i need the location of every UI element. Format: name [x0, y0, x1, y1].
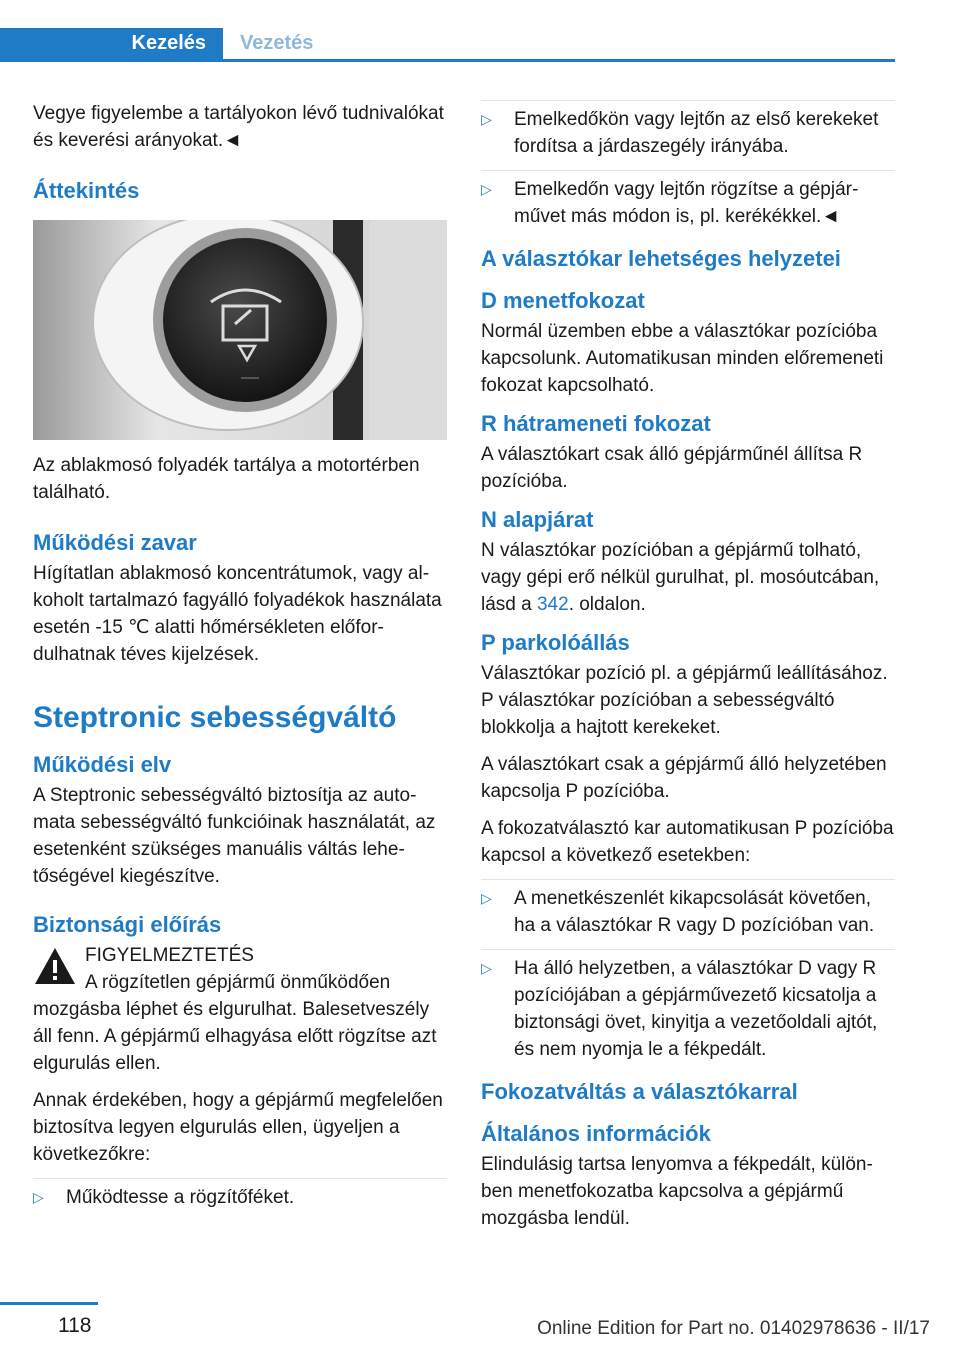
n-text: N választókar pozícióban a gépjármű tolható, vagy gépi erő nélkül gurulhat, pl. mosóutcában, lásd a 342. oldalon. [481, 540, 880, 615]
principle-heading: Működési elv [33, 752, 172, 777]
malfunction-text: Hígítatlan ablakmosó koncentrátumok, vagy alkoholt tartalmazó fagyálló folyadékok használata esetén -15 ℃ alatti hőmérsékleten előfordulhatnak téves kijelzések. [33, 563, 442, 665]
triangle-right-icon: ▷ [481, 111, 492, 127]
header-bar [0, 28, 895, 62]
list-item: ▷ Emelkedőkön vagy lejtőn az első kerekeket fordítsa a járdaszegély irányába. [481, 100, 895, 160]
p-heading: P parkolóállás [481, 630, 630, 655]
washer-cap-illustration [33, 220, 447, 440]
p-text-1: Választókar pozíció pl. a gépjármű leállításához. P választókar pozícióban a sebességváltó blokkolja a hajtott kerekeket. [481, 663, 888, 738]
triangle-right-icon: ▷ [481, 960, 492, 976]
p-bullet-list [481, 879, 895, 1063]
p-text-2: A választókart csak a gépjármű álló helyzetében kapcsolja P pozícióba. [481, 754, 887, 802]
edition-note: Online Edition for Part no. 01402978636 - II/17 [537, 1318, 930, 1339]
list-item: ▷ A menetkészenlét kikapcsolását követően, ha a választókar R vagy D pozícióban van. [481, 879, 895, 939]
page-number: 118 [58, 1314, 92, 1337]
intro-text: Vegye figyelembe a tartályokon lévő tudnivalókat és keverési arányokat.◄ [33, 103, 444, 151]
right-column [481, 100, 895, 1242]
chapter-title: Steptronic sebességváltó [33, 701, 397, 734]
warning-block [33, 942, 447, 969]
figure-caption: Az ablakmosó folyadék tartálya a motortérben található. [33, 455, 420, 503]
warning-text: A rögzítetlen gépjármű önműködően mozgásba léphet és elgurulhat. Balesetveszély áll fenn. A gépjármű elhagyása előtt rögzítse azt elgurulás ellen. [33, 972, 437, 1074]
triangle-right-icon: ▷ [33, 1189, 44, 1205]
shift-heading: Fokozatváltás a választókarral [481, 1079, 798, 1104]
overview-heading: Áttekintés [33, 178, 140, 203]
header-rule [0, 59, 895, 62]
warning-text-2: Annak érdekében, hogy a gépjármű megfelelően biztosítva legyen elgurulás ellen, ügyeljen a következőkre: [33, 1090, 443, 1165]
tab-kezeles[interactable]: Kezelés [0, 28, 223, 59]
general-heading: Általános információk [481, 1121, 711, 1146]
list-item: ▷ Működtesse a rögzítőféket. [33, 1178, 447, 1211]
principle-text: A Steptronic sebességváltó biztosítja az automata sebességváltó funkcióinak használatát, az esetenként szükséges manuális váltás lehetőségével kiegészítve. [33, 785, 436, 887]
right-top-bullets [481, 100, 895, 230]
list-item: ▷ Emelkedőn vagy lejtőn rögzítse a gépjárművet más módon is, pl. kerékékkel.◄ [481, 170, 895, 230]
r-text: A választókart csak álló gépjárműnél állítsa R pozícióba. [481, 444, 863, 492]
washer-reservoir-image [33, 220, 447, 440]
footer-rule [0, 1302, 98, 1305]
left-bullet-list [33, 1178, 447, 1211]
triangle-right-icon: ▷ [481, 181, 492, 197]
n-heading: N alapjárat [481, 507, 594, 532]
warning-label: FIGYELMEZTETÉS [85, 945, 254, 966]
safety-heading: Biztonsági előírás [33, 912, 222, 937]
d-heading: D menetfokozat [481, 288, 645, 313]
r-heading: R hátrameneti fokozat [481, 411, 711, 436]
d-text: Normál üzemben ebbe a választókar pozícióba kapcsolunk. Automatikusan minden előremeneti fokozat kapcsolható. [481, 321, 884, 396]
malfunction-heading: Működési zavar [33, 530, 197, 555]
list-item: ▷ Ha álló helyzetben, a választókar D vagy R pozíciójában a gépjárművezető kicsatolja a biztonsági övet, kinyitja a vezetőoldali ajtót, és nem nyomja le a fékpedált. [481, 949, 895, 1063]
general-text: Elindulásig tartsa lenyomva a fékpedált, különben menetfokozatba kapcsolva a gépjármű mozgásba lendül. [481, 1154, 873, 1229]
left-column [33, 100, 447, 1221]
warning-triangle-icon [33, 946, 77, 986]
tab-vezetes[interactable]: Vezetés [240, 32, 314, 54]
page-link-342[interactable]: 342 [536, 594, 569, 615]
positions-heading: A választókar lehetséges helyzetei [481, 246, 841, 271]
triangle-right-icon: ▷ [481, 890, 492, 906]
p-text-3: A fokozatválasztó kar automatikusan P pozícióba kapcsol a következő esetekben: [481, 818, 894, 866]
